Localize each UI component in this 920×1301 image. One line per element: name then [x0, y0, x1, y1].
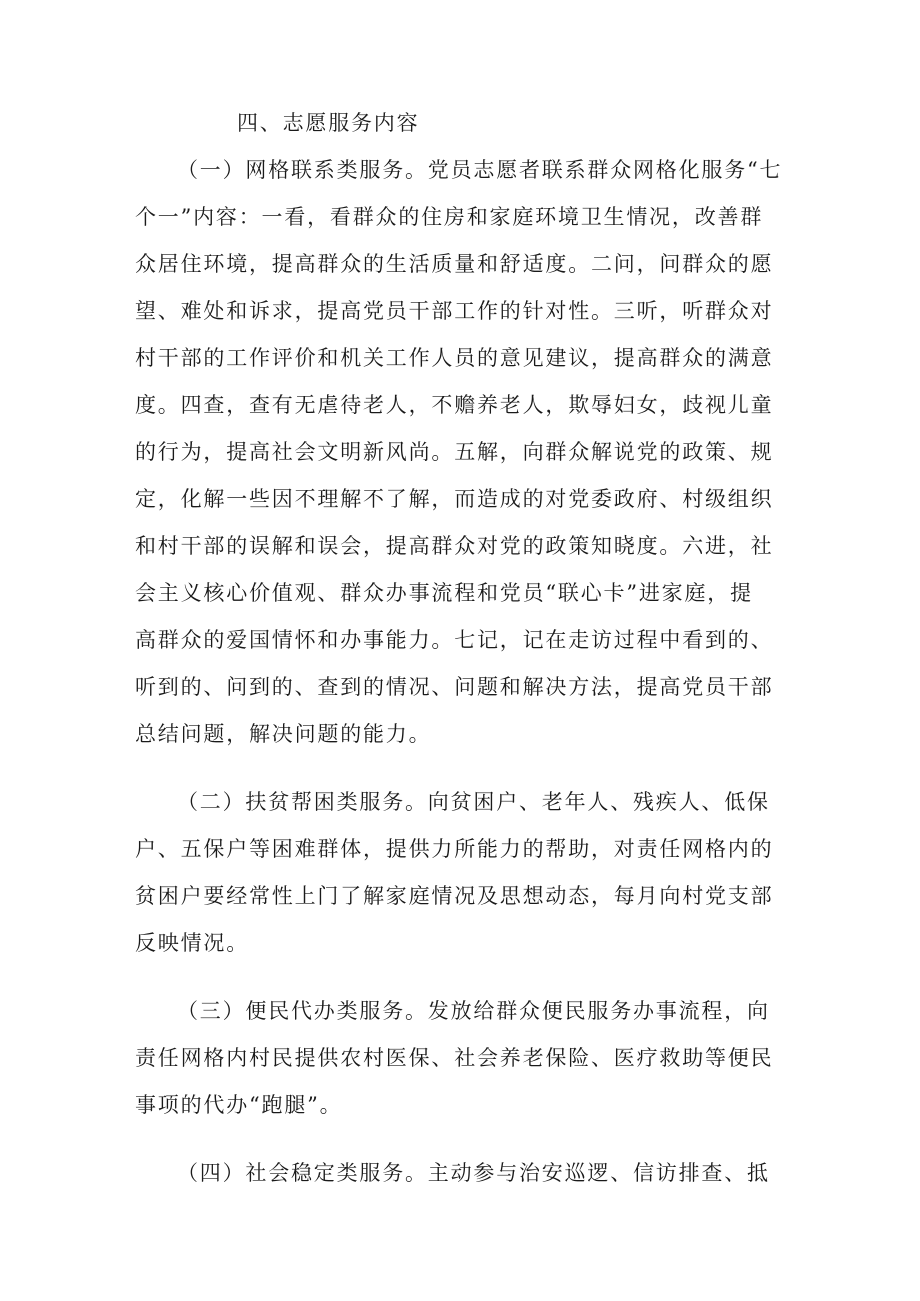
paragraph-convenience-agency-service: （三）便民代办类服务。发放给群众便民服务办事流程，向 责任网格内村民提供农村医保、社会养老保险、医疗救助等便民 事项的代办“跑腿”。 [135, 999, 774, 1117]
paragraph-social-stability-service: （四）社会稳定类服务。主动参与治安巡逻、信访排查、抵 [177, 1161, 770, 1185]
paragraph-poverty-relief-service: （二）扶贫帮困类服务。向贫困户、老年人、残疾人、低保 户、五保户等困难群体，提供力所能力的帮助，对责任网格内的 贫困户要经常性上门了解家庭情况及思想动态，每月向村党支部 反映情况。 [135, 790, 774, 955]
document-body [135, 100, 787, 1197]
paragraph-grid-contact-service: （一）网格联系类服务。党员志愿者联系群众网格化服务“七 个一”内容：一看，看群众的住房和家庭环境卫生情况，改善群 众居住环境，提高群众的生活质量和舒适度。二问，问群众的愿 望、难处和诉求，提高党员干部工作的针对性。三听，听群众对 村干部的工作评价和机关工作人员的意见建议，提高群众的满意 度。四查，查有无虐待老人，不赡养老人，欺辱妇女，歧视儿童 的行为，提高社会文明新风尚。五解，向群众解说党的政策、规 定，化解一些因不理解不了解，而造成的对党委政府、村级组织 和村干部的误解和误会，提高群众对党的政策知晓度。六进，社 会主义核心价值观、群众办事流程和党员“联心卡”进家庭，提 高群众的爱国情怀和办事能力。七记，记在走访过程中看到的、 听到的、问到的、查到的情况、问题和解决方法，提高党员干部 总结问题，解决问题的能力。 [135, 158, 783, 746]
section-heading: 四、志愿服务内容 [237, 111, 420, 135]
